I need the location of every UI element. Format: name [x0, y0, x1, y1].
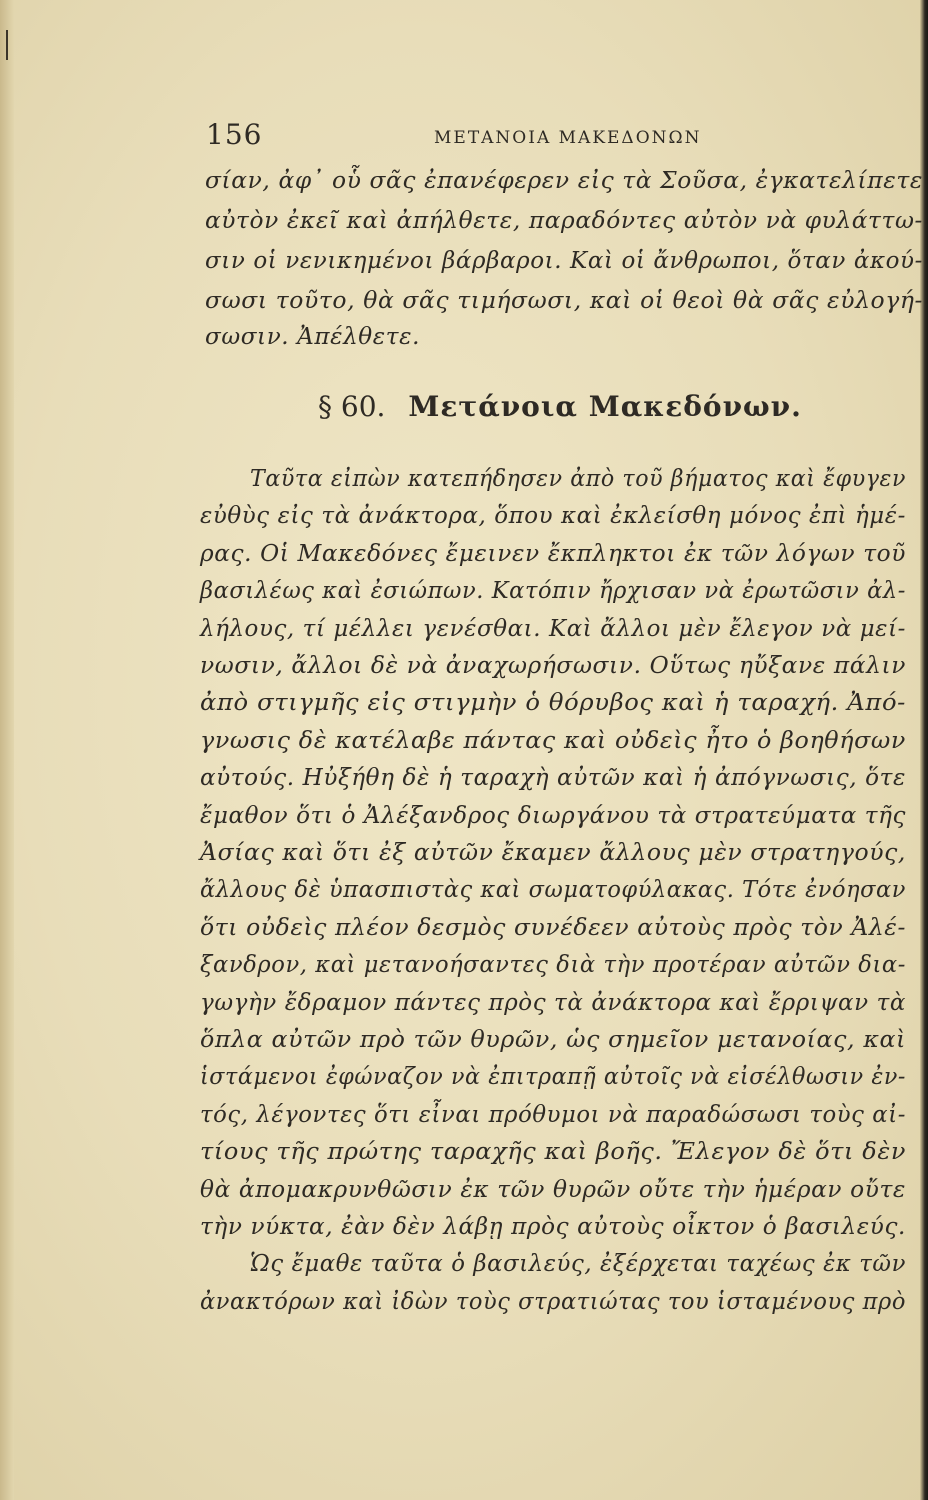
text-line: [200, 1064, 928, 1090]
text-line: [200, 503, 928, 529]
text-line-content: ὅπλα αὐτῶν πρὸ τῶν θυρῶν, ὡς σημεῖον μετανοίας, καὶ: [200, 1027, 906, 1053]
text-line-content: ἔμαθον ὅτι ὁ Ἀλέξανδρος διωργάνου τὰ στρατεύματα τῆς: [200, 802, 906, 829]
text-line-content: τός, λέγοντες ὅτι εἶναι πρόθυμοι νὰ παραδώσωσι τοὺς αἰ-: [200, 1101, 906, 1128]
text-line-content: αὐτούς. Ηὐξήθη δὲ ἡ ταραχὴ αὐτῶν καὶ ἡ ἀπόγνωσις, ὅτε: [200, 765, 906, 792]
text-line-content: Ταῦτα εἰπὼν κατεπήδησεν ἀπὸ τοῦ βήματος καὶ ἔφυγεν: [250, 466, 906, 492]
text-line: [200, 915, 928, 941]
text-line-content: ξανδρον, καὶ μετανοήσαντες διὰ τὴν προτέραν αὐτῶν δια-: [200, 952, 906, 979]
text-line: [200, 840, 928, 866]
text-line: [205, 324, 928, 350]
text-line-content: ἱστάμενοι ἐφώναζον νὰ ἐπιτραπῇ αὐτοῖς νὰ εἰσέλθωσιν ἐν-: [200, 1064, 906, 1091]
text-line-content: ρας. Οἱ Μακεδόνες ἔμεινεν ἔκπληκτοι ἐκ τῶν λόγων τοῦ: [200, 540, 906, 567]
text-line-content: ἄλλους δὲ ὑπασπιστὰς καὶ σωματοφύλακας. Τότε ἐνόησαν: [200, 877, 906, 904]
text-line: [200, 1214, 928, 1240]
text-line: [200, 728, 928, 754]
text-line-content: τὴν νύκτα, ἐὰν δὲν λάβῃ πρὸς αὐτοὺς οἶκτον ὁ βασιλεύς.: [200, 1214, 906, 1240]
text-line-content: νωσιν, ἄλλοι δὲ νὰ ἀναχωρήσωσιν. Οὕτως ηὔξανε πάλιν: [200, 653, 906, 679]
margin-mark: [6, 30, 8, 60]
text-line: [200, 1102, 928, 1128]
text-line: [200, 1177, 928, 1203]
page-number: 156: [206, 118, 263, 151]
text-line-content: λήλους, τί μέλλει γενέσθαι. Καὶ ἄλλοι μὲν ἔλεγον νὰ μεί-: [200, 615, 906, 642]
text-line: [200, 653, 928, 679]
text-line-content: ὅτι οὐδεὶς πλέον δεσμὸς συνέδεεν αὐτοὺς πρὸς τὸν Ἀλέ-: [200, 914, 906, 941]
text-line: [250, 466, 928, 492]
text-line: [200, 690, 928, 716]
section-number: § 60.: [318, 390, 386, 423]
text-line: [205, 208, 928, 234]
text-line: [200, 1289, 928, 1315]
page-header: [206, 118, 906, 158]
text-line: [205, 248, 928, 274]
text-line: [200, 952, 928, 978]
section-heading: [318, 390, 802, 423]
text-line-content: γνωσις δὲ κατέλαβε πάντας καὶ οὐδεὶς ἦτο ὁ βοηθήσων: [200, 727, 906, 754]
text-line: [250, 1251, 928, 1277]
text-line-content: ἀπὸ στιγμῆς εἰς στιγμὴν ὁ θόρυβος καὶ ἡ ταραχή. Ἀπό-: [200, 690, 906, 717]
section-title: Μετάνοια Μακεδόνων.: [408, 390, 802, 423]
text-line-content: τίους τῆς πρώτης ταραχῆς καὶ βοῆς. Ἔλεγον δὲ ὅτι δὲν: [200, 1139, 906, 1166]
text-line-content: σιν οἱ νενικημένοι βάρβαροι. Καὶ οἱ ἄνθρωποι, ὅταν ἀκού-: [205, 248, 923, 274]
text-line: [200, 877, 928, 903]
text-line-content: Ἀσίας καὶ ὅτι ἐξ αὐτῶν ἔκαμεν ἄλλους μὲν στρατηγούς,: [200, 840, 906, 866]
text-line: [200, 578, 928, 604]
text-line-content: γωγὴν ἔδραμον πάντες πρὸς τὰ ἀνάκτορα καὶ ἔρριψαν τὰ: [200, 989, 906, 1016]
text-line-content: Ὡς ἔμαθε ταῦτα ὁ βασιλεύς, ἐξέρχεται ταχέως ἐκ τῶν: [250, 1251, 906, 1278]
text-line: [200, 1139, 928, 1165]
text-line: [200, 990, 928, 1016]
text-line-content: θὰ ἀπομακρυνθῶσιν ἐκ τῶν θυρῶν οὔτε τὴν ἡμέραν οὔτε: [200, 1176, 906, 1203]
text-line: [205, 288, 928, 314]
text-line: [200, 803, 928, 829]
text-line-content: εὐθὺς εἰς τὰ ἀνάκτορα, ὅπου καὶ ἐκλείσθη μόνος ἐπὶ ἡμέ-: [200, 503, 906, 530]
text-line: [200, 765, 928, 791]
page-left-margin: [0, 0, 14, 1500]
text-line: [200, 616, 928, 642]
text-line: [200, 1027, 928, 1053]
text-line: [205, 168, 928, 194]
text-line-content: αὐτὸν ἐκεῖ καὶ ἀπήλθετε, παραδόντες αὐτὸν νὰ φυλάττω-: [205, 208, 923, 234]
text-line-content: ἀνακτόρων καὶ ἰδὼν τοὺς στρατιώτας του ἱσταμένους πρὸ: [200, 1288, 906, 1315]
text-line: [200, 541, 928, 567]
text-line-content: βασιλέως καὶ ἐσιώπων. Κατόπιν ἤρχισαν νὰ ἐρωτῶσιν ἀλ-: [200, 578, 906, 605]
text-line-content: σίαν, ἀφ᾽ οὗ σᾶς ἐπανέφερεν εἰς τὰ Σοῦσα, ἐγκατελίπετε: [205, 168, 923, 194]
running-head: ΜΕΤΑΝΟΙΑ ΜΑΚΕΔΟΝΩΝ: [434, 128, 702, 148]
text-line-content: σωσι τοῦτο, θὰ σᾶς τιμήσωσι, καὶ οἱ θεοὶ θὰ σᾶς εὐλογή-: [205, 288, 923, 314]
text-line-content: σωσιν. Ἀπέλθετε.: [205, 324, 420, 350]
